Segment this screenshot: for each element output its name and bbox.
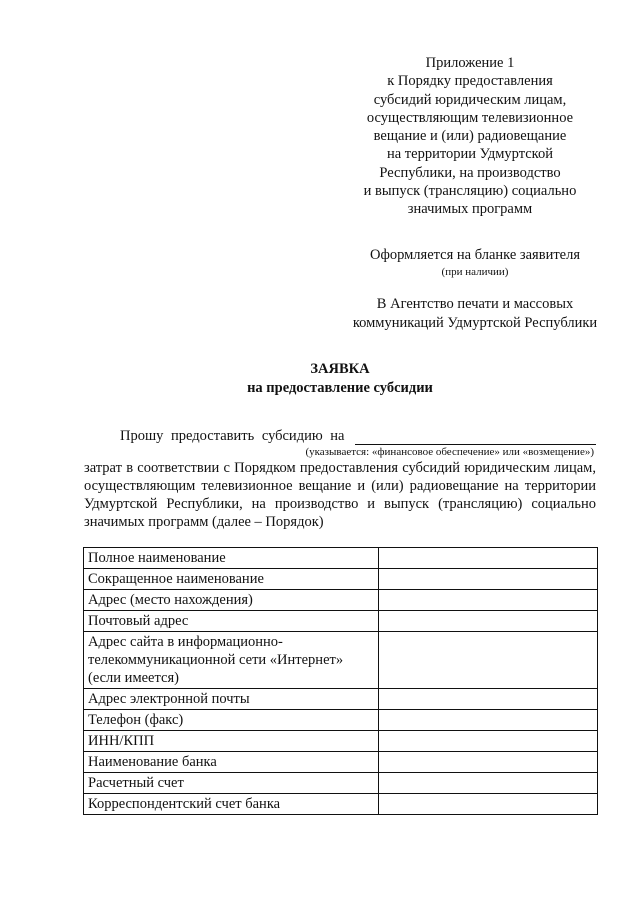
subsidy-type-hint: (указывается: «финансовое обеспечение» или «возмещение») — [305, 446, 594, 458]
subsidy-type-blank[interactable] — [355, 430, 597, 445]
row-label: Наименование банка — [84, 752, 379, 773]
table-row — [84, 632, 598, 689]
document-title — [60, 360, 620, 398]
appendix-line: Республики, на производство — [379, 164, 561, 181]
appendix-line: значимых программ — [407, 201, 533, 218]
row-value[interactable] — [379, 632, 598, 689]
appendix-line: субсидий юридическим лицам, — [373, 91, 567, 108]
appendix-line: на территории Удмуртской — [386, 146, 553, 163]
table-row — [84, 689, 598, 710]
row-value[interactable] — [379, 590, 598, 611]
request-start-text: Прошу предоставить субсидию на — [120, 428, 345, 444]
appendix-line: к Порядку предоставления — [387, 73, 553, 90]
request-paragraph — [84, 427, 596, 531]
table-row — [84, 794, 598, 815]
row-value[interactable] — [379, 710, 598, 731]
appendix-line: и выпуск (трансляцию) социально — [363, 183, 577, 200]
table-row — [84, 611, 598, 632]
letterhead-note-main: Оформляется на бланке заявителя — [369, 247, 581, 263]
appendix-header — [330, 54, 610, 219]
appendix-line: осуществляющим телевизионное — [366, 109, 574, 126]
row-label: Полное наименование — [84, 548, 379, 569]
table-row — [84, 710, 598, 731]
table-row — [84, 752, 598, 773]
row-label: Корреспондентский счет банка — [84, 794, 379, 815]
row-value[interactable] — [379, 794, 598, 815]
row-value[interactable] — [379, 689, 598, 710]
row-value[interactable] — [379, 569, 598, 590]
addressee-line: коммуникаций Удмуртской Республики — [352, 315, 598, 331]
table-row — [84, 590, 598, 611]
table-row — [84, 731, 598, 752]
row-value[interactable] — [379, 752, 598, 773]
row-label: Сокращенное наименование — [84, 569, 379, 590]
table-row — [84, 548, 598, 569]
row-label: Адрес электронной почты — [84, 689, 379, 710]
row-value[interactable] — [379, 611, 598, 632]
table-row — [84, 773, 598, 794]
row-label: Расчетный счет — [84, 773, 379, 794]
request-body-text: затрат в соответствии с Порядком предоставления субсидий юридическим лицам, осуществляющим телевизионное вещание и (или) радиовещание на территории Удмуртской Республики, на производство и выпуск (трансляцию) социально значимых программ (далее – Порядок) — [84, 460, 596, 530]
request-first-line — [84, 427, 596, 445]
applicant-info-table — [83, 547, 598, 815]
addressee-line: В Агентство печати и массовых — [376, 296, 574, 312]
letterhead-note — [340, 246, 610, 279]
row-label: ИНН/КПП — [84, 731, 379, 752]
row-label: Адрес (место нахождения) — [84, 590, 379, 611]
appendix-line: вещание и (или) радиовещание — [373, 128, 567, 145]
appendix-line: Приложение 1 — [425, 55, 515, 71]
table-row — [84, 569, 598, 590]
letterhead-note-sub: (при наличии) — [441, 266, 509, 278]
row-label: Почтовый адрес — [84, 611, 379, 632]
title-line: ЗАЯВКА — [310, 361, 370, 377]
addressee — [330, 295, 620, 333]
title-line: на предоставление субсидии — [247, 380, 433, 396]
row-value[interactable] — [379, 548, 598, 569]
row-label: Телефон (факс) — [84, 710, 379, 731]
row-value[interactable] — [379, 731, 598, 752]
row-value[interactable] — [379, 773, 598, 794]
row-label: Адрес сайта в информационно-телекоммуникационной сети «Интернет» (если имеется) — [84, 632, 379, 689]
